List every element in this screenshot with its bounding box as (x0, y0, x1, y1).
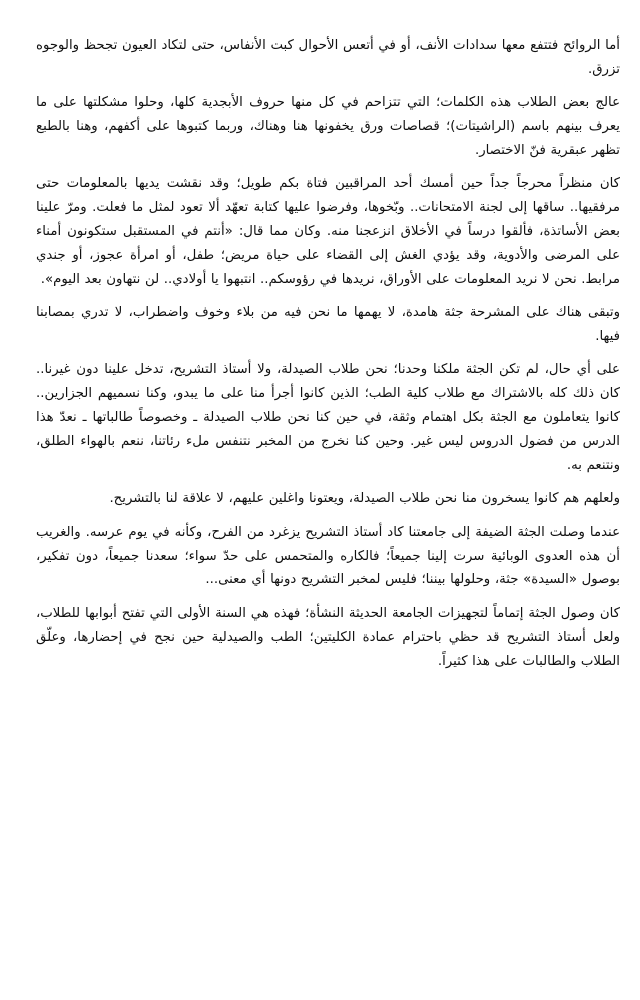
paragraph-2: عالج بعض الطلاب هذه الكلمات؛ التي تتزاحم في كل منها حروف الأبجدية كلها، وحلوا مشكلتها على ما يعرف بينهم باسم (الراشيتات)؛ قصاصات ورق يخفونها هنا وهناك، وربما كتبوها على أكفهم، وهنا بالطبع تظهر عبقرية فنّ الاختصار. (36, 95, 620, 159)
paragraph-8: كان وصول الجثة إتماماً لتجهيزات الجامعة الحديثة النشأة؛ فهذه هي السنة الأولى التي تفتح أبوابها للطلاب، ولعل أستاذ التشريح قد حظي باحترام عمادة الكليتين؛ الطب والصيدلية حين نجح في إحضارها، وعلّق الطلاب والطالبات على هذا كثيراً. (36, 605, 620, 669)
paragraph-6: ولعلهم هم كانوا يسخرون منا نحن طلاب الصيدلة، ويعتونا واغلين عليهم، لا علاقة لنا بالتشريح. (109, 491, 620, 507)
document-page (36, 34, 620, 683)
paragraph-7: عندما وصلت الجثة الضيفة إلى جامعتنا كاد أستاذ التشريح يزغرد من الفرح، وكأنه في يوم عرسه. والغريب أن هذه العدوى الوبائية سرت إلينا جميعاً؛ فالكاره والمتحمس على حدّ سواء؛ سعدنا جميعاً، دون تفكير، بوصول «السيدة» جثة، وحلولها بيننا؛ فليس لمخبر التشريح دونها أي معنى... (36, 524, 620, 588)
paragraph-3: كان منظراً محرجاً جداً حين أمسك أحد المراقبين فتاة بكم طويل؛ وقد نقشت يديها بالمعلومات حتى مرفقيها.. ساقها إلى لجنة الامتحانات.. وبّخوها، وفرضوا عليها كتابة تعهّد ألا تعود لمثل ما فعلت. ومرّ علينا بعض الأساتذة، فألقوا درساً في الأخلاق انزعجنا منه. وكان مما قال: «أنتم في المستقبل ستكونون أمناء على المرضى والأدوية، وقد يؤدي الغش إلى القضاء على حياة مريض؛ طفل، أو امرأة عجوز، أو جندي مرابط. نحن لا نريد المعلومات على الأوراق، نريدها في رؤوسكم.. انتبهوا يا أولادي.. لن نتهاون بعد اليوم». (36, 176, 620, 287)
paragraph-4: وتبقى هناك على المشرحة جثة هامدة، لا يهمها ما نحن فيه من بلاء وخوف واضطراب، لا تدري بمصابنا فيها. (36, 305, 620, 345)
paragraph-1: أما الروائح فتتفع معها سدادات الأنف، أو في أتعس الأحوال كبت الأنفاس، حتى لتكاد العيون تجحظ والوجوه تزرق. (36, 38, 620, 77)
paragraph-5: على أي حال، لم تكن الجثة ملكنا وحدنا؛ نحن طلاب الصيدلة، ولا أستاذ التشريح، تدخل علينا دون غيرنا.. كان ذلك كله بالاشتراك مع طلاب كلية الطب؛ الذين كانوا أجرأ منا على ما يبدو، وكنا نسميهم الجزارين.. كانوا يتعاملون مع الجثة بكل اهتمام وثقة، في حين كنا نحن طلاب الصيدلة ـ وخصوصاً طالباتها ـ نعدّ هذا الدرس من فضول الدروس ليس غير. وحين كنا نخرج من المخبر نتنفس ملء رئاتنا، ننعم بالهواء الطلق، ونتنعم به. (36, 362, 620, 474)
